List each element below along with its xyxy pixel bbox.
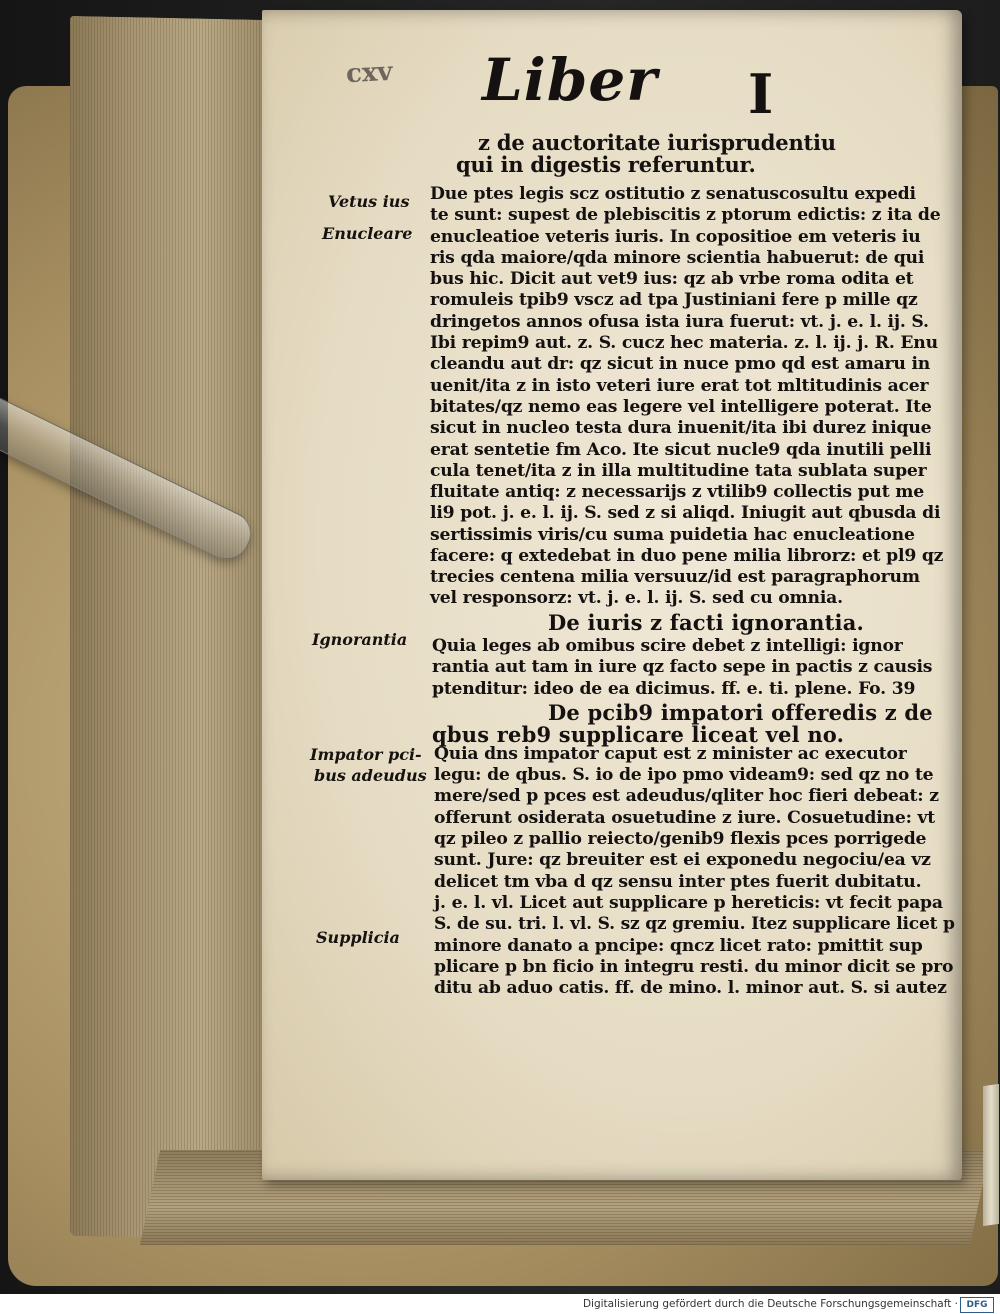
text-line: Ibi repim9 aut. z. S. cucz hec materia. z. l. ij. j. R. Enu: [430, 333, 938, 353]
text-line: ptenditur: ideo de ea dicimus. ff. e. ti. plene. Fo. 39: [432, 679, 916, 699]
text-line: erat sentetie fm Aco. Ite sicut nucle9 qda inutili pelli: [430, 440, 932, 460]
text-line: enucleatioe veteris iuris. In copositioe em veteris iu: [430, 227, 921, 247]
text-line: delicet tm vba d qz sensu inter ptes fuerit dubitatu.: [434, 872, 922, 892]
section-heading: qbus reb9 supplicare liceat vel no.: [432, 722, 845, 747]
text-line: offerunt osiderata osuetudine z iure. Cosuetudine: vt: [434, 808, 936, 828]
text-line: qz pileo z pallio reiecto/genib9 flexis pces porrigede: [434, 829, 927, 849]
text-line: te sunt: supest de plebiscitis z ptorum edictis: z ita de: [430, 205, 941, 225]
page-title: Liber: [482, 46, 658, 114]
text-line: mere/sed p pces est adeudus/qliter hoc fieri debeat: z: [434, 786, 939, 806]
text-line: Quia leges ab omibus scire debet z intelligi: ignor: [432, 636, 903, 656]
margin-note: bus adeudus: [314, 766, 427, 785]
margin-note: Supplicia: [316, 928, 400, 947]
margin-note: Impator pci-: [310, 745, 422, 764]
page-number: I: [748, 62, 774, 126]
text-line: sunt. Jure: qz breuiter est ei exponedu negociu/ea vz: [434, 850, 931, 870]
text-line: uenit/ita z in isto veteri iure erat tot mltitudinis acer: [430, 376, 929, 396]
text-line: li9 pot. j. e. l. ij. S. sed z si aliqd. Iniugit aut qbusda di: [430, 503, 941, 523]
dfg-logo: DFG: [960, 1297, 994, 1313]
text-line: bitates/qz nemo eas legere vel intelligere poterat. Ite: [430, 397, 932, 417]
text-line: S. de su. tri. l. vl. S. sz qz gremiu. Itez supplicare licet p: [434, 914, 955, 934]
margin-note: Vetus ius: [328, 192, 410, 211]
text-line: facere: q extedebat in duo pene milia librorz: et pl9 qz: [430, 546, 944, 566]
margin-note: Enucleare: [322, 224, 413, 243]
text-line: qui in digestis referuntur.: [456, 152, 756, 177]
text-line: Due ptes legis scz ostitutio z senatuscosultu expedi: [430, 184, 916, 204]
text-line: ditu ab aduo catis. ff. de mino. l. minor aut. S. si autez: [434, 978, 947, 998]
text-line: sertissimis viris/cu suma puidetia hac enucleatione: [430, 525, 915, 545]
text-line: romuleis tpib9 vscz ad tpa Justiniani fere p mille qz: [430, 290, 918, 310]
text-line: Quia dns impator caput est z minister ac executor: [434, 744, 907, 764]
text-line: plicare p bn ficio in integru resti. du minor dicit se pro: [434, 957, 954, 977]
text-line: z de auctoritate iurisprudentiu: [478, 130, 836, 155]
text-line: ris qda maiore/qda minore scientia habuerut: de qui: [430, 248, 925, 268]
text-line: sicut in nucleo testa dura inuenit/ita ibi durez inique: [430, 418, 932, 438]
text-line: fluitate antiq: z necessarijs z vtilib9 collectis put me: [430, 482, 924, 502]
text-line: vel responsorz: vt. j. e. l. ij. S. sed cu omnia.: [430, 588, 843, 608]
text-line: cleandu aut dr: qz sicut in nuce pmo qd est amaru in: [430, 354, 931, 374]
section-heading: De iuris z facti ignorantia.: [548, 610, 865, 635]
text-line: cula tenet/ita z in illa multitudine tata sublata super: [430, 461, 927, 481]
text-line: trecies centena milia versuuz/id est paragraphorum: [430, 567, 920, 587]
text-line: legu: de qbus. S. io de ipo pmo videam9: sed qz no te: [434, 765, 934, 785]
text-line: bus hic. Dicit aut vet9 ius: qz ab vrbe roma odita et: [430, 269, 914, 289]
text-line: dringetos annos ofusa ista iura fuerut: vt. j. e. l. ij. S.: [430, 312, 929, 332]
margin-note: Ignorantia: [312, 630, 408, 649]
text-line: j. e. l. vl. Licet aut supplicare p hereticis: vt fecit papa: [434, 893, 943, 913]
section-heading: De pcib9 impatori offeredis z de: [548, 700, 933, 725]
text-line: minore danato a pncipe: qncz licet rato: pmittit sup: [434, 936, 923, 956]
footer-credit: Digitalisierung gefördert durch die Deutsche Forschungsgemeinschaft ·: [582, 1298, 958, 1310]
text-line: rantia aut tam in iure qz facto sepe in pactis z causis: [432, 657, 933, 677]
running-head-left: cxv: [345, 56, 394, 90]
